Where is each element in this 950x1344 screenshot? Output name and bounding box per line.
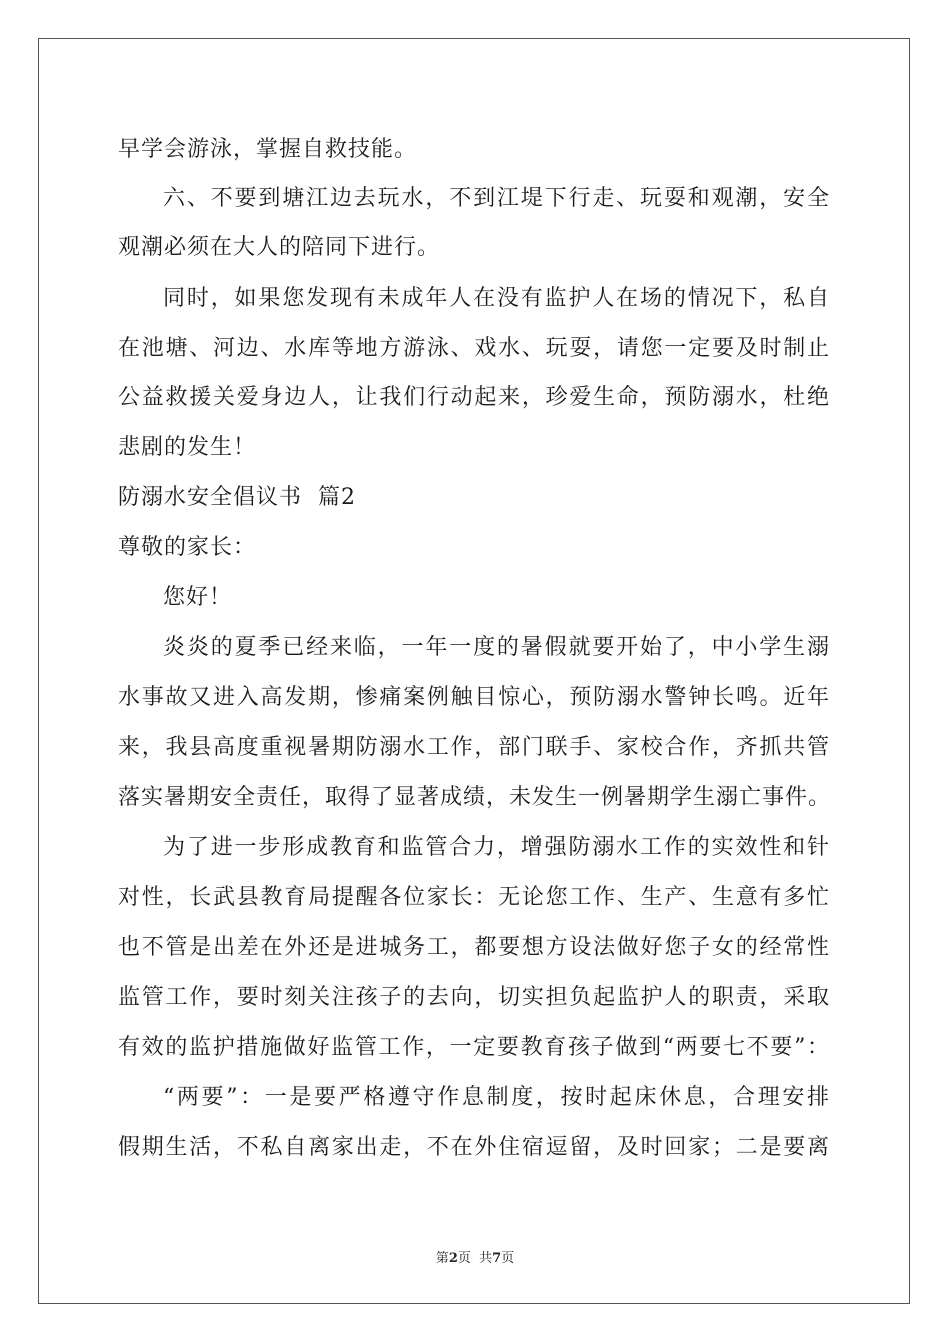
salutation: 尊敬的家长： — [118, 535, 257, 560]
paragraph-line: 公益救援关爱身边人，让我们行动起来，珍爱生命，预防溺水，杜绝 — [118, 385, 830, 410]
page-mid: 页 共 — [457, 1251, 493, 1266]
paragraph-line: 也不管是出差在外还是进城务工，都要想方设法做好您子女的经常性 — [118, 935, 830, 960]
paragraph-line: 在池塘、河边、水库等地方游泳、戏水、玩耍，请您一定要及时制止 — [118, 336, 830, 361]
paragraph-line: 同时，如果您发现有未成年人在没有监护人在场的情况下，私自 — [163, 286, 830, 311]
paragraph-line: 早学会游泳，掌握自救技能。 — [118, 137, 418, 162]
section-heading: 防溺水安全倡议书 篇2 — [118, 485, 356, 510]
page-footer — [0, 1247, 950, 1266]
paragraph-line: 落实暑期安全责任，取得了显著成绩，未发生一例暑期学生溺亡事件。 — [118, 785, 832, 810]
page-prefix: 第 — [435, 1251, 449, 1266]
paragraph-line: 来，我县高度重视暑期防溺水工作，部门联手、家校合作，齐抓共管 — [118, 735, 830, 760]
paragraph-line: 悲剧的发生！ — [118, 435, 257, 460]
paragraph-line: 炎炎的夏季已经来临，一年一度的暑假就要开始了，中小学生溺 — [163, 635, 830, 660]
page-suffix: 页 — [501, 1251, 515, 1266]
page-number: 2 — [448, 1251, 458, 1266]
paragraph-line: 水事故又进入高发期，惨痛案例触目惊心，预防溺水警钟长鸣。近年 — [118, 685, 830, 710]
paragraph-line: 为了进一步形成教育和监管合力，增强防溺水工作的实效性和针 — [163, 835, 830, 860]
paragraph-line: “两要”：一是要严格遵守作息制度，按时起床休息，合理安排 — [163, 1085, 830, 1110]
paragraph-line: 观潮必须在大人的陪同下进行。 — [118, 235, 441, 260]
paragraph-line: 假期生活，不私自离家出走，不在外住宿逗留，及时回家；二是要离 — [118, 1135, 830, 1160]
greeting: 您好！ — [163, 585, 233, 610]
paragraph-line: 对性，长武县教育局提醒各位家长：无论您工作、生产、生意有多忙 — [118, 885, 830, 910]
paragraph-line: 六、不要到塘江边去玩水，不到江堤下行走、玩耍和观潮，安全 — [163, 186, 830, 211]
page-total: 7 — [492, 1251, 502, 1266]
page-border — [38, 38, 910, 1304]
paragraph-line: 监管工作，要时刻关注孩子的去向，切实担负起监护人的职责，采取 — [118, 985, 830, 1010]
paragraph-line: 有效的监护措施做好监管工作，一定要教育孩子做到“两要七不要”： — [118, 1035, 830, 1060]
